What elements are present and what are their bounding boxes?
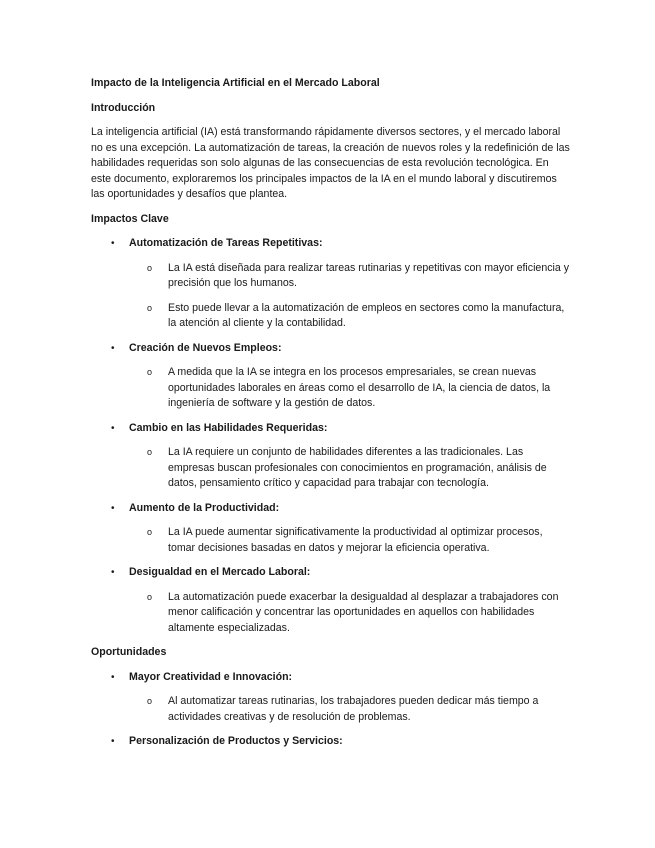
impact-point xyxy=(129,445,571,492)
impact-item xyxy=(91,565,571,636)
bullet-icon: • xyxy=(111,238,115,249)
impacts-list xyxy=(91,236,571,636)
opportunity-item xyxy=(91,670,571,726)
sub-bullet-icon: o xyxy=(147,591,153,602)
sub-bullet-icon: o xyxy=(147,447,153,457)
impact-point xyxy=(129,261,571,292)
sub-bullet-icon: o xyxy=(147,696,153,706)
impact-item xyxy=(91,341,571,412)
sub-bullet-icon: o xyxy=(147,527,153,537)
impact-item xyxy=(91,501,571,557)
bullet-icon: • xyxy=(111,567,115,578)
impacts-heading: Impactos Clave xyxy=(91,212,169,225)
document-title: Impacto de la Inteligencia Artificial en el Mercado Laboral xyxy=(91,77,380,89)
impact-title: Aumento de la Productividad: xyxy=(129,501,280,514)
opportunity-point xyxy=(129,694,571,725)
bullet-icon: • xyxy=(111,671,115,683)
impact-point-text: La automatización puede exacerbar la desigualdad al desplazar a trabajadores con menor calificación y concentrar las oportunidades en aquellos con habilidades altamente especializadas. xyxy=(168,590,559,634)
impact-point xyxy=(129,590,571,637)
document-page xyxy=(91,76,571,759)
impact-point-text: La IA requiere un conjunto de habilidades diferentes a las tradicionales. Las empresas buscan profesionales con conocimientos en programación, análisis de datos, pensamiento crítico y capacidad para trabajar con tecnología. xyxy=(168,446,547,489)
impact-point xyxy=(129,365,571,412)
impact-title: Creación de Nuevos Empleos: xyxy=(129,341,282,354)
impact-points xyxy=(129,261,571,332)
opportunity-title: Personalización de Productos y Servicios: xyxy=(129,735,343,747)
impact-item xyxy=(91,421,571,492)
impact-point-text: Esto puede llevar a la automatización de empleos en sectores como la manufactura, la atención al cliente y la contabilidad. xyxy=(168,301,565,329)
bullet-icon: • xyxy=(111,502,115,514)
opportunities-list xyxy=(91,670,571,750)
intro-paragraph: La inteligencia artificial (IA) está transformando rápidamente diversos sectores, y el mercado laboral no es una excepción. La automatización de tareas, la creación de nuevos roles y la redefinición de las habilidades requeridas son solo algunas de las consecuencias de esta revolución tecnológica. En este documento, exploraremos los principales impactos de la IA en el mundo laboral y discutiremos las oportunidades y desafíos que plantea. xyxy=(91,126,570,200)
impact-title: Automatización de Tareas Repetitivas: xyxy=(129,237,323,249)
opportunities-heading: Oportunidades xyxy=(91,646,167,658)
opportunity-item xyxy=(91,734,571,750)
impact-point-text: La IA está diseñada para realizar tareas rutinarias y repetitivas con mayor eficiencia y precisión que los humanos. xyxy=(168,261,569,289)
sub-bullet-icon: o xyxy=(147,262,153,273)
impact-points xyxy=(129,525,571,556)
opportunity-title: Mayor Creatividad e Innovación: xyxy=(129,670,293,683)
impact-point-text: La IA puede aumentar significativamente la productividad al optimizar procesos, tomar decisiones basadas en datos y mejorar la eficiencia operativa. xyxy=(168,526,543,554)
sub-bullet-icon: o xyxy=(147,302,153,313)
impact-title: Cambio en las Habilidades Requeridas: xyxy=(129,421,328,434)
opportunity-point-text: Al automatizar tareas rutinarias, los trabajadores pueden dedicar más tiempo a actividades creativas y de resolución de problemas. xyxy=(168,695,539,723)
sub-bullet-icon: o xyxy=(147,367,153,377)
bullet-icon: • xyxy=(111,736,115,747)
impact-points xyxy=(129,365,571,412)
impact-point-text: A medida que la IA se integra en los procesos empresariales, se crean nuevas oportunidades laborales en áreas como el desarrollo de IA, la ciencia de datos, la ingeniería de software y la gestión de datos. xyxy=(168,366,551,409)
impact-points xyxy=(129,590,571,637)
opportunity-points xyxy=(129,694,571,725)
impact-item xyxy=(91,236,571,332)
impact-title: Desigualdad en el Mercado Laboral: xyxy=(129,566,311,578)
impact-points xyxy=(129,445,571,492)
impact-point xyxy=(129,301,571,332)
bullet-icon: • xyxy=(111,422,115,434)
intro-heading: Introducción xyxy=(91,101,156,114)
impact-point xyxy=(129,525,571,556)
bullet-icon: • xyxy=(111,342,115,354)
